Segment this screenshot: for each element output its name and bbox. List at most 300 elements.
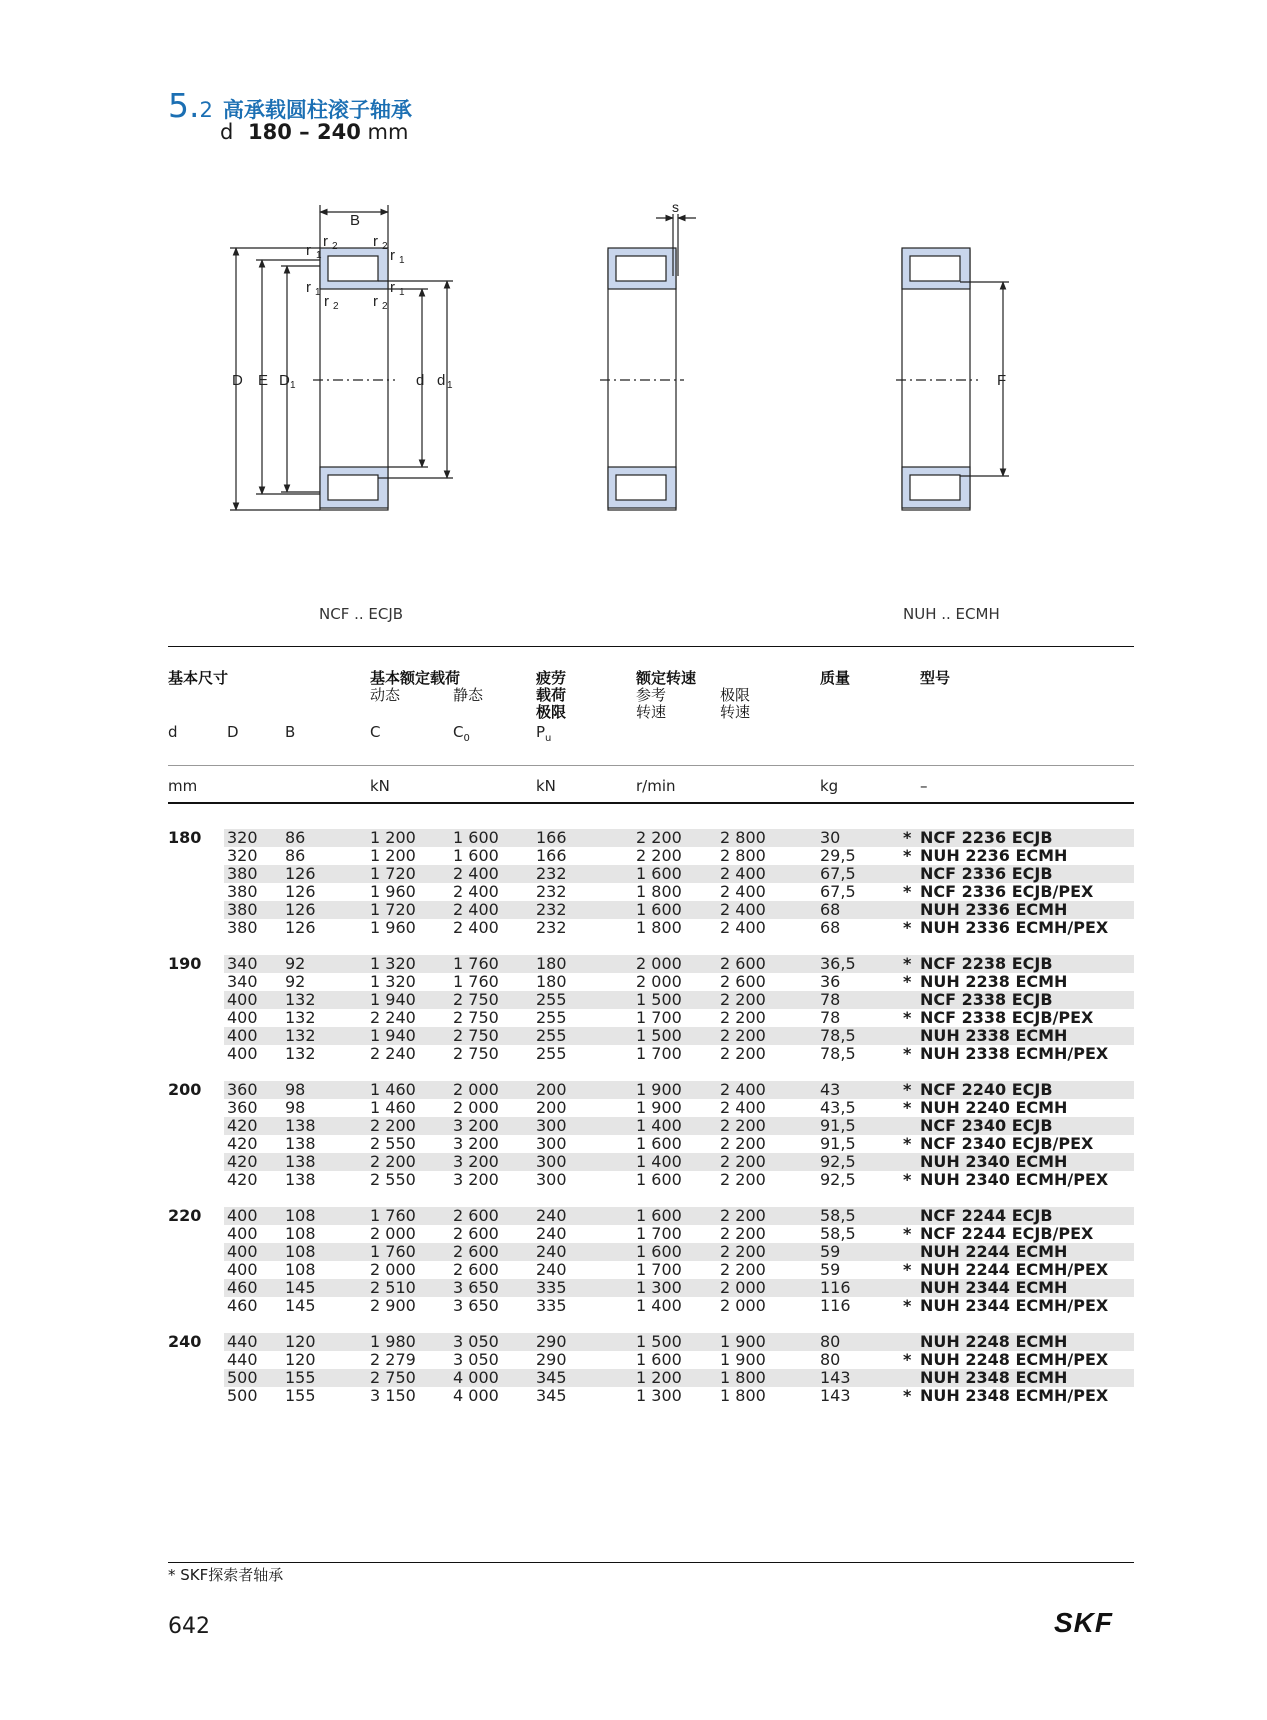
cell-designation: NCF 2236 ECJB [920,828,1053,847]
cell-b: 120 [285,1332,316,1351]
cell-designation: NUH 2338 ECMH/PEX [920,1044,1109,1063]
cell-pu: 200 [536,1098,567,1117]
cell-mass: 92,5 [820,1170,856,1189]
cell-c: 1 200 [370,828,416,847]
cell-lim: 2 400 [720,900,766,919]
cell-designation: NUH 2340 ECMH/PEX [920,1170,1109,1189]
cell-d: 380 [227,864,258,883]
cell-b: 138 [285,1152,316,1171]
section-number: 5. [168,86,200,125]
cell-pu: 180 [536,972,567,991]
label-r1-mid-left: r [306,279,311,296]
cell-ref: 1 700 [636,1224,682,1243]
cell-mass: 143 [820,1368,851,1387]
cell-d: 400 [227,1224,258,1243]
table-row [0,991,1267,1009]
cell-designation: NUH 2344 ECMH/PEX [920,1296,1109,1315]
table-row [0,883,1267,901]
cell-d: 500 [227,1386,258,1405]
cell-b: 126 [285,900,316,919]
cell-c0: 2 400 [453,918,499,937]
cell-c: 1 980 [370,1332,416,1351]
label-F: F [997,372,1007,389]
cell-c0: 2 600 [453,1206,499,1225]
cell-lim: 2 200 [720,1260,766,1279]
header-mass: 质量 [820,669,851,687]
cell-designation: NCF 2336 ECJB [920,864,1053,883]
cell-designation: NCF 2240 ECJB [920,1080,1053,1099]
footer-rule [168,1562,1134,1563]
header-basic-dims: 基本尺寸 [168,669,229,687]
label-r1-sub-c: 1 [315,287,321,298]
cell-designation: NCF 2338 ECJB/PEX [920,1008,1094,1027]
cell-lim: 2 200 [720,1026,766,1045]
label-s: s [672,200,679,215]
cell-c0: 4 000 [453,1368,499,1387]
cell-lim: 2 200 [720,990,766,1009]
cell-explorer-star: * [903,1008,912,1027]
cell-explorer-star: * [903,1224,912,1243]
cell-pu: 255 [536,990,567,1009]
cell-d: 400 [227,1242,258,1261]
cell-ref: 1 600 [636,1350,682,1369]
table-row [0,1279,1267,1297]
cell-c0: 1 600 [453,828,499,847]
cell-mass: 58,5 [820,1224,856,1243]
cell-c: 1 320 [370,954,416,973]
table-row [0,1027,1267,1045]
cell-b: 108 [285,1224,316,1243]
table-row [0,829,1267,847]
cell-explorer-star: * [903,1386,912,1405]
cell-lim: 2 400 [720,864,766,883]
cell-c: 1 960 [370,918,416,937]
table-row [0,1117,1267,1135]
cell-mass: 92,5 [820,1152,856,1171]
header-designation: 型号 [920,669,951,687]
cell-pu: 290 [536,1350,567,1369]
table-row [0,1081,1267,1099]
header-static: 静态 [453,686,484,704]
cell-mass: 80 [820,1350,841,1369]
cell-lim: 2 400 [720,1098,766,1117]
cell-d: 400 [227,990,258,1009]
header-fatigue-2: 载荷 [536,686,567,704]
cell-ref: 1 400 [636,1152,682,1171]
cell-c: 2 550 [370,1134,416,1153]
cell-pu: 345 [536,1386,567,1405]
cell-lim: 2 200 [720,1170,766,1189]
cell-c0: 2 400 [453,900,499,919]
cell-designation: NCF 2336 ECJB/PEX [920,882,1094,901]
cell-b: 132 [285,1026,316,1045]
cell-mass: 78 [820,1008,841,1027]
cell-designation: NCF 2340 ECJB [920,1116,1053,1135]
cell-ref: 1 800 [636,918,682,937]
range-value: 180 – 240 [248,120,361,144]
cell-b: 126 [285,882,316,901]
cell-ref: 2 000 [636,954,682,973]
cell-designation: NUH 2344 ECMH [920,1278,1068,1297]
cell-pu: 166 [536,828,567,847]
label-r1-mid-right: r [390,279,395,296]
cell-b: 98 [285,1098,306,1117]
unit-dash: – [920,777,928,795]
cell-c0: 1 600 [453,846,499,865]
label-r2-sub-c: 2 [333,301,339,312]
cell-pu: 240 [536,1206,567,1225]
cell-mass: 36,5 [820,954,856,973]
cell-c: 2 240 [370,1044,416,1063]
cell-b: 108 [285,1242,316,1261]
table-row [0,1261,1267,1279]
cell-mass: 43 [820,1080,841,1099]
header-limiting-1: 极限 [720,686,751,704]
cell-c: 2 550 [370,1170,416,1189]
cell-explorer-star: * [903,828,912,847]
table-row [0,1045,1267,1063]
symbol-C0-sub: 0 [463,733,470,744]
label-r1-sub-a: 1 [316,250,322,261]
label-r1-top-right: r [390,247,395,264]
cell-c0: 2 000 [453,1098,499,1117]
cell-d: 400 [227,1026,258,1045]
cell-mass: 91,5 [820,1134,856,1153]
cell-lim: 1 800 [720,1386,766,1405]
page-number: 642 [168,1614,210,1639]
cell-explorer-star: * [903,1134,912,1153]
symbol-B: B [285,723,296,741]
skf-logo-text: SKF [1054,1608,1113,1636]
cell-ref: 1 600 [636,1170,682,1189]
cell-b: 92 [285,972,306,991]
ncf-section-drawing [600,214,696,510]
cell-b: 98 [285,1080,306,1099]
cell-c0: 2 750 [453,1044,499,1063]
cell-pu: 232 [536,864,567,883]
label-r2-top-left: r [323,233,328,250]
cell-c0: 2 600 [453,1242,499,1261]
cell-ref: 1 900 [636,1080,682,1099]
label-r2-mid-right: r [373,293,378,310]
cell-lim: 2 400 [720,882,766,901]
label-D1-sub: 1 [290,380,296,391]
cell-d: 360 [227,1080,258,1099]
cell-explorer-star: * [903,1296,912,1315]
cell-lim: 2 000 [720,1296,766,1315]
cell-ref: 1 200 [636,1368,682,1387]
unit-kN: kN [370,777,390,795]
cell-c: 1 720 [370,900,416,919]
cell-designation: NUH 2244 ECMH [920,1242,1068,1261]
cell-mass: 68 [820,900,841,919]
cell-pu: 180 [536,954,567,973]
cell-pu: 240 [536,1242,567,1261]
cell-b: 155 [285,1386,316,1405]
label-B: B [350,212,361,229]
cell-c: 3 150 [370,1386,416,1405]
caption-nuh-ecmh: NUH .. ECMH [903,605,1000,623]
nuh-ecmh-drawing [896,248,1009,510]
cell-d: 460 [227,1278,258,1297]
cell-ref: 1 700 [636,1044,682,1063]
cell-lim: 1 900 [720,1332,766,1351]
cell-d: 380 [227,900,258,919]
cell-designation: NUH 2336 ECMH/PEX [920,918,1109,937]
cell-c0: 1 760 [453,972,499,991]
cell-designation: NUH 2248 ECMH/PEX [920,1350,1109,1369]
cell-explorer-star: * [903,1350,912,1369]
header-reference-2: 转速 [636,703,667,721]
cell-lim: 1 800 [720,1368,766,1387]
cell-d: 320 [227,846,258,865]
cell-ref: 1 400 [636,1296,682,1315]
symbol-Pu-main: P [536,723,546,741]
cell-b: 138 [285,1116,316,1135]
cell-c0: 3 200 [453,1152,499,1171]
range-unit: mm [367,120,409,144]
cell-designation: NUH 2336 ECMH [920,900,1068,919]
cell-c0: 3 050 [453,1350,499,1369]
cell-lim: 2 200 [720,1008,766,1027]
cell-designation: NUH 2338 ECMH [920,1026,1068,1045]
symbol-D: D [227,723,239,741]
cell-designation: NUH 2348 ECMH/PEX [920,1386,1109,1405]
cell-designation: NUH 2244 ECMH/PEX [920,1260,1109,1279]
cell-c0: 3 200 [453,1170,499,1189]
cell-c: 2 200 [370,1152,416,1171]
cell-designation: NCF 2338 ECJB [920,990,1053,1009]
cell-ref: 1 600 [636,900,682,919]
cell-lim: 2 600 [720,954,766,973]
cell-b: 145 [285,1278,316,1297]
cell-lim: 2 200 [720,1116,766,1135]
cell-c: 1 460 [370,1098,416,1117]
table-row [0,1009,1267,1027]
cell-explorer-star: * [903,1170,912,1189]
cell-c: 1 320 [370,972,416,991]
symbol-Pu-sub: u [545,733,552,744]
cell-d: 340 [227,972,258,991]
cell-designation: NUH 2248 ECMH [920,1332,1068,1351]
header-dynamic: 动态 [370,686,401,704]
cell-mass: 78,5 [820,1026,856,1045]
cell-explorer-star: * [903,846,912,865]
cell-pu: 300 [536,1170,567,1189]
cell-mass: 91,5 [820,1116,856,1135]
table-row [0,1243,1267,1261]
table-row [0,901,1267,919]
label-r2-sub-b: 2 [382,241,388,252]
cell-pu: 200 [536,1080,567,1099]
cell-ref: 2 200 [636,846,682,865]
table-row [0,1207,1267,1225]
cell-mass: 36 [820,972,841,991]
cell-mass: 67,5 [820,864,856,883]
table-row [0,919,1267,937]
table-row [0,1225,1267,1243]
cell-ref: 1 600 [636,1134,682,1153]
cell-bore-d: 240 [168,1332,202,1351]
cell-pu: 166 [536,846,567,865]
cell-c0: 1 760 [453,954,499,973]
label-r2-mid-left: r [324,293,329,310]
cell-c0: 2 750 [453,990,499,1009]
cell-bore-d: 180 [168,828,202,847]
cell-lim: 2 600 [720,972,766,991]
cell-c: 1 760 [370,1206,416,1225]
label-r1-sub-b: 1 [399,255,405,266]
label-d1: d [437,372,446,389]
section-subnumber: 2 [199,98,213,122]
cell-pu: 300 [536,1152,567,1171]
cell-lim: 2 000 [720,1278,766,1297]
header-load-ratings: 基本额定载荷 [370,669,461,687]
cell-lim: 2 200 [720,1242,766,1261]
symbol-C0-main: C [453,723,464,741]
cell-c: 1 960 [370,882,416,901]
cell-d: 400 [227,1206,258,1225]
cell-b: 86 [285,828,306,847]
cell-designation: NCF 2340 ECJB/PEX [920,1134,1094,1153]
cell-d: 380 [227,918,258,937]
cell-ref: 1 600 [636,1206,682,1225]
symbol-C0 [453,723,470,744]
cell-b: 132 [285,990,316,1009]
table-row [0,1297,1267,1315]
cell-mass: 29,5 [820,846,856,865]
cell-mass: 67,5 [820,882,856,901]
cell-c0: 3 650 [453,1296,499,1315]
ncf-ecjb-drawing [230,205,453,510]
cell-d: 340 [227,954,258,973]
cell-ref: 1 500 [636,1332,682,1351]
cell-b: 126 [285,864,316,883]
caption-ncf-ecjb: NCF .. ECJB [319,605,404,623]
cell-b: 92 [285,954,306,973]
dimension-range [220,120,408,144]
cell-ref: 1 600 [636,864,682,883]
cell-d: 440 [227,1350,258,1369]
unit-kN-fatigue: kN [536,777,556,795]
cell-d: 440 [227,1332,258,1351]
table-row [0,973,1267,991]
table-header-bottom-rule [168,802,1134,804]
symbol-C: C [370,723,381,741]
cell-ref: 1 700 [636,1008,682,1027]
cell-c0: 2 600 [453,1224,499,1243]
header-limiting-2: 转速 [720,703,751,721]
cell-d: 420 [227,1152,258,1171]
cell-lim: 2 200 [720,1206,766,1225]
cell-b: 132 [285,1044,316,1063]
table-row [0,1171,1267,1189]
table-row [0,1351,1267,1369]
cell-explorer-star: * [903,954,912,973]
cell-b: 86 [285,846,306,865]
cell-designation: NCF 2238 ECJB [920,954,1053,973]
cell-ref: 1 400 [636,1116,682,1135]
label-r2-top-right: r [373,233,378,250]
cell-explorer-star: * [903,918,912,937]
cell-mass: 78 [820,990,841,1009]
cell-explorer-star: * [903,882,912,901]
cell-explorer-star: * [903,972,912,991]
symbol-d: d [168,723,178,741]
cell-lim: 2 800 [720,846,766,865]
table-row [0,847,1267,865]
cell-lim: 1 900 [720,1350,766,1369]
cell-b: 155 [285,1368,316,1387]
label-D1: D [279,372,290,389]
cell-c0: 3 200 [453,1116,499,1135]
cell-b: 126 [285,918,316,937]
cell-explorer-star: * [903,1098,912,1117]
cell-c0: 2 400 [453,882,499,901]
cell-lim: 2 400 [720,918,766,937]
cell-pu: 335 [536,1296,567,1315]
cell-c0: 4 000 [453,1386,499,1405]
cell-b: 108 [285,1206,316,1225]
cell-d: 320 [227,828,258,847]
cell-ref: 1 600 [636,1242,682,1261]
cell-pu: 255 [536,1044,567,1063]
cell-d: 400 [227,1008,258,1027]
cell-mass: 30 [820,828,841,847]
cell-mass: 78,5 [820,1044,856,1063]
cell-d: 360 [227,1098,258,1117]
cell-ref: 1 800 [636,882,682,901]
cell-c: 2 000 [370,1260,416,1279]
cell-c: 1 720 [370,864,416,883]
cell-pu: 255 [536,1008,567,1027]
cell-bore-d: 220 [168,1206,202,1225]
cell-explorer-star: * [903,1044,912,1063]
header-fatigue-3: 极限 [536,703,567,721]
cell-mass: 68 [820,918,841,937]
section-title: 高承载圆柱滚子轴承 [222,98,412,122]
cell-mass: 143 [820,1386,851,1405]
unit-rpm: r/min [636,777,676,795]
label-d1-sub: 1 [447,380,453,391]
cell-designation: NUH 2340 ECMH [920,1152,1068,1171]
cell-c: 2 240 [370,1008,416,1027]
cell-c: 2 200 [370,1116,416,1135]
cell-d: 400 [227,1044,258,1063]
cell-lim: 2 200 [720,1044,766,1063]
cell-c0: 2 750 [453,1008,499,1027]
cell-pu: 232 [536,918,567,937]
cell-ref: 1 700 [636,1260,682,1279]
table-row [0,1153,1267,1171]
cell-mass: 80 [820,1332,841,1351]
table-mid-rule [168,765,1134,766]
label-E: E [258,372,269,389]
cell-c: 1 460 [370,1080,416,1099]
cell-pu: 290 [536,1332,567,1351]
cell-b: 145 [285,1296,316,1315]
table-top-rule [168,646,1134,647]
cell-d: 380 [227,882,258,901]
cell-ref: 1 300 [636,1278,682,1297]
label-d: d [416,372,425,389]
cell-c0: 2 000 [453,1080,499,1099]
cell-b: 132 [285,1008,316,1027]
cell-lim: 2 200 [720,1224,766,1243]
cell-ref: 1 900 [636,1098,682,1117]
cell-designation: NUH 2240 ECMH [920,1098,1068,1117]
cell-designation: NUH 2236 ECMH [920,846,1068,865]
